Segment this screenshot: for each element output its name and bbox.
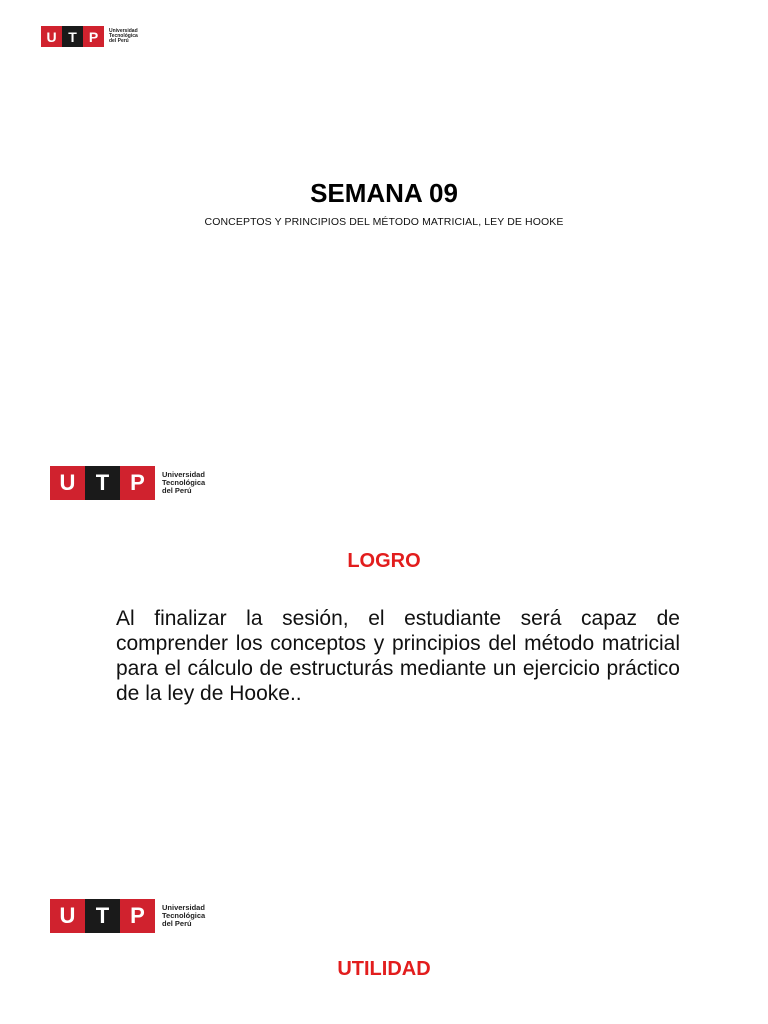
university-name-line: Universidad — [109, 27, 138, 34]
slide-title — [0, 0, 768, 440]
university-name-line: del Perú — [162, 918, 192, 928]
utilidad-heading: UTILIDAD — [337, 958, 431, 980]
university-name — [162, 904, 205, 928]
university-name — [162, 471, 205, 495]
university-name-line: Tecnológica — [162, 911, 206, 921]
utp-logo-mark — [50, 899, 155, 933]
logro-body: Al finalizar la sesión, el estudiante será capaz de comprender los conceptos y principios del método matricial para el cálculo de estructurás mediante un ejercicio práctico de la ley de Hooke.. — [116, 607, 680, 705]
logo-letter-p: P — [83, 26, 104, 47]
logo-letter-t: T — [85, 466, 120, 500]
utp-logo-mark — [50, 466, 155, 500]
logo-letter-u: U — [41, 26, 62, 47]
logro-heading: LOGRO — [347, 550, 421, 572]
university-name — [109, 29, 138, 45]
university-name-line: del Perú — [162, 485, 192, 495]
utp-logo — [50, 899, 205, 933]
logo-letter-u: U — [50, 899, 85, 933]
logo-letter-u: U — [50, 466, 85, 500]
utp-logo-mark — [41, 26, 104, 47]
slide-utilidad — [0, 870, 768, 1024]
logo-letter-p: P — [120, 899, 155, 933]
university-name-line: Universidad — [162, 903, 205, 913]
utp-logo — [41, 26, 138, 47]
page-title: SEMANA 09 — [310, 178, 458, 208]
logo-letter-t: T — [85, 899, 120, 933]
university-name-line: Universidad — [162, 470, 205, 480]
page-subtitle: CONCEPTOS Y PRINCIPIOS DEL MÉTODO MATRICIAL, LEY DE HOOKE — [204, 216, 564, 228]
logo-letter-p: P — [120, 466, 155, 500]
university-name-line: Tecnológica — [109, 32, 138, 39]
logo-letter-t: T — [62, 26, 83, 47]
slide-logro — [0, 440, 768, 870]
university-name-line: del Perú — [109, 38, 129, 45]
utp-logo — [50, 466, 205, 500]
university-name-line: Tecnológica — [162, 478, 206, 488]
